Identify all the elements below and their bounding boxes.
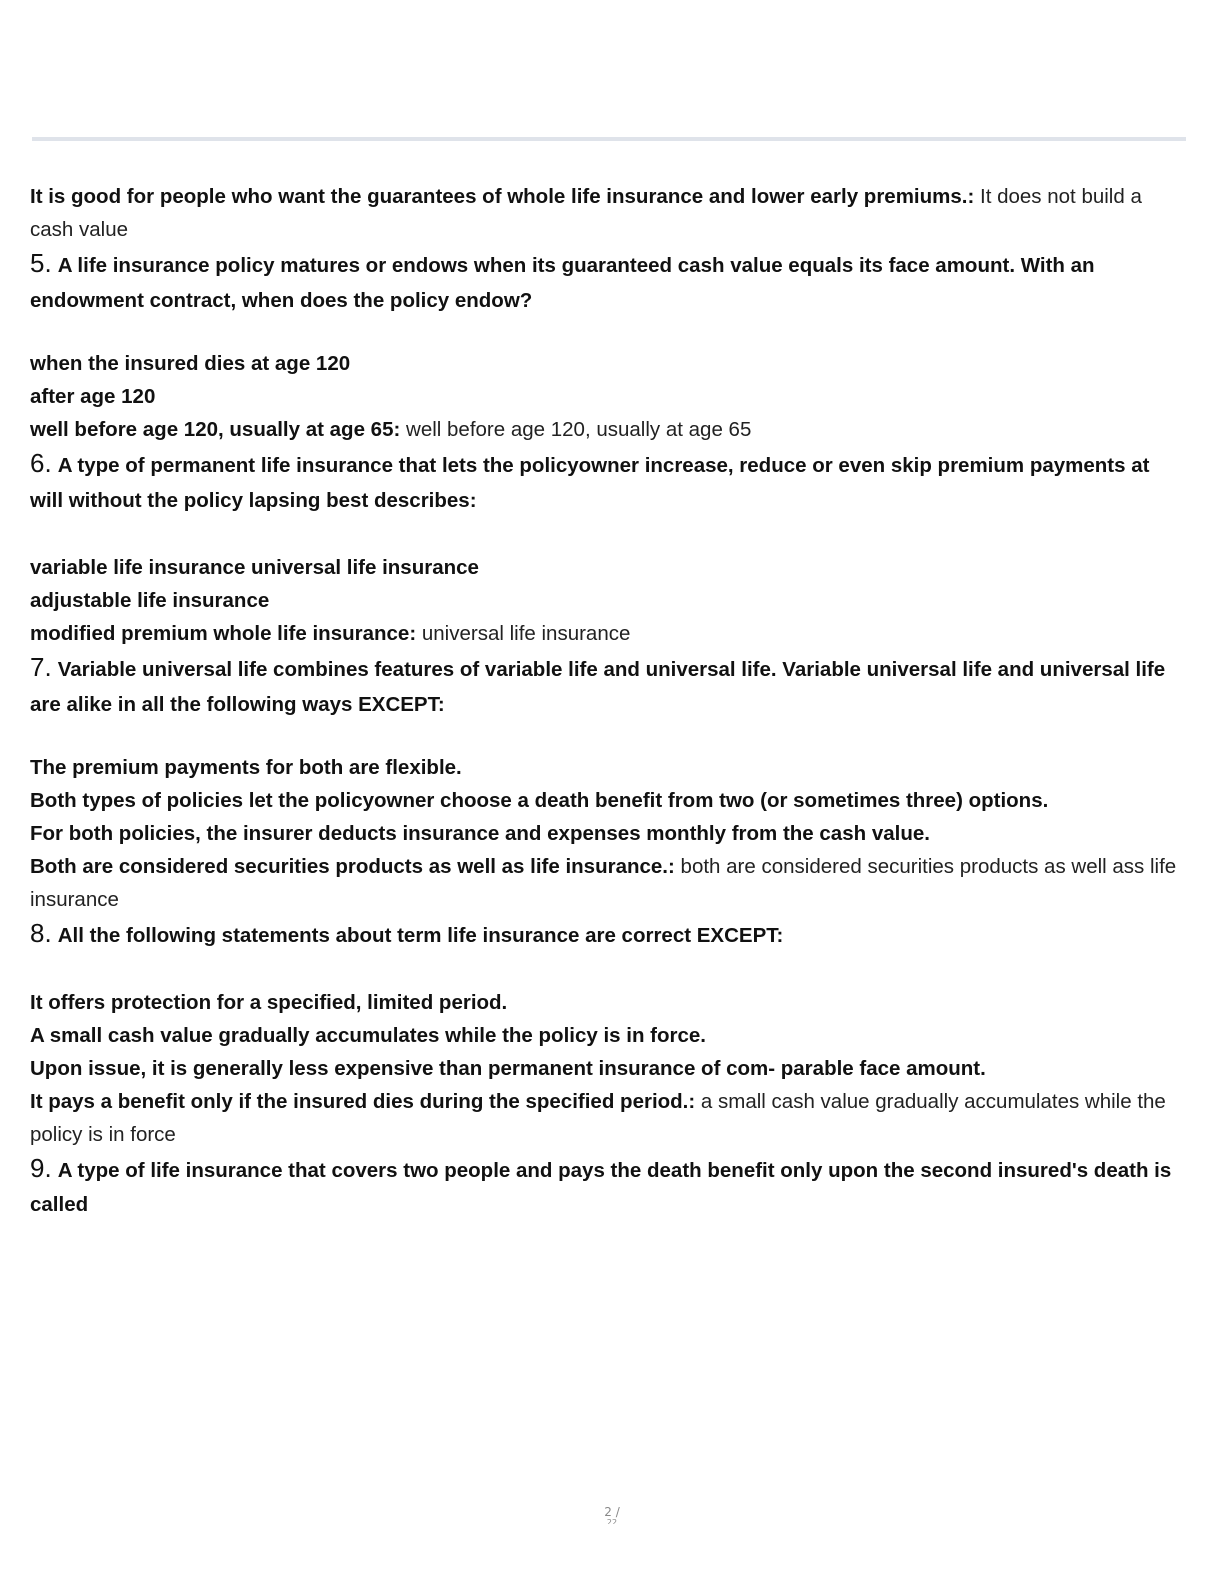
option: It offers protection for a specified, limited period.	[30, 990, 508, 1014]
option: For both policies, the insurer deducts insurance and expenses monthly from the cash value.	[30, 822, 930, 845]
answer: universal life insurance	[421, 622, 631, 645]
option-final: modified premium whole life insurance:	[30, 622, 417, 645]
option-final: It pays a benefit only if the insured dies during the specified period.:	[30, 1089, 696, 1113]
intro-statement: It is good for people who want the guarantees of whole life insurance and lower early premiums.:	[30, 185, 975, 208]
question-number: 9.	[30, 1152, 52, 1183]
question-text: A type of life insurance that covers two people and pays the death benefit only upon the second insured's death is called	[30, 1158, 1172, 1216]
question-text: All the following statements about term life insurance are correct EXCEPT:	[57, 924, 784, 947]
answer: both are considered securities products as well ass life insurance	[30, 855, 1177, 911]
options-list	[30, 347, 1180, 446]
question-number: 6.	[30, 448, 52, 478]
question-number: 8.	[30, 918, 52, 948]
option: when the insured dies at age 120	[30, 352, 351, 375]
options-list	[30, 986, 1180, 1151]
options-list	[30, 551, 1180, 650]
page-total: 22	[606, 1519, 618, 1524]
option-final: Both are considered securities products as well as life insurance.:	[30, 855, 675, 878]
question-text: A type of permanent life insurance that lets the policyowner increase, reduce or even skip premium payments at will without the policy lapsing best describes:	[30, 454, 1150, 512]
option-final: well before age 120, usually at age 65:	[30, 418, 401, 441]
question-6	[30, 446, 1180, 518]
question-number: 5.	[30, 248, 52, 278]
option: The premium payments for both are flexible.	[30, 756, 462, 779]
option: adjustable life insurance	[30, 589, 270, 612]
question-9	[30, 1151, 1180, 1223]
question-text: Variable universal life combines features of variable life and universal life. Variable universal life and universal life are alike in all the following ways EXCEPT:	[30, 658, 1166, 716]
question-text: A life insurance policy matures or endows when its guaranteed cash value equals its face amount. With an endowment contract, when does the policy endow?	[30, 254, 1095, 312]
header-divider	[32, 137, 1186, 141]
option: Upon issue, it is generally less expensive than permanent insurance of com- parable face amount.	[30, 1056, 986, 1080]
answer: well before age 120, usually at age 65	[406, 418, 752, 441]
question-7	[30, 650, 1180, 722]
answer: a small cash value gradually accumulates while the policy is in force	[30, 1089, 1166, 1146]
document-body	[30, 180, 1180, 1223]
question-8	[30, 916, 1180, 954]
question-number: 7.	[30, 652, 52, 682]
options-list	[30, 751, 1180, 916]
intro-answer: It does not build a cash value	[30, 185, 1142, 241]
page-number	[0, 1505, 1224, 1524]
option: after age 120	[30, 385, 156, 408]
option: A small cash value gradually accumulates while the policy is in force.	[30, 1023, 706, 1047]
option: variable life insurance universal life insurance	[30, 556, 479, 579]
option: Both types of policies let the policyowner choose a death benefit from two (or sometimes three) options.	[30, 789, 1049, 812]
intro-paragraph	[30, 180, 1180, 246]
page-current: 2 /	[604, 1505, 620, 1519]
question-5	[30, 246, 1180, 318]
